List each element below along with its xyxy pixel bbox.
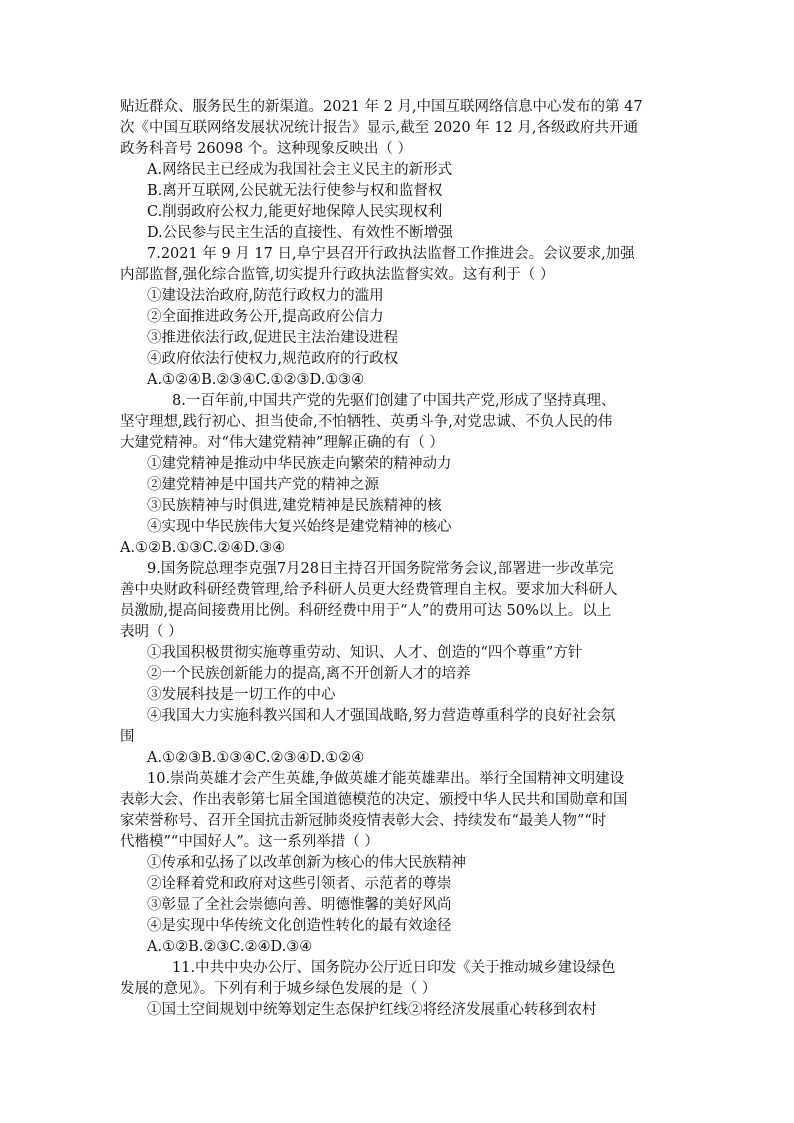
- statement-3: ③民族精神与时俱进,建党精神是民族精神的核: [147, 498, 442, 514]
- statement-4: ④政府依法行使权力,规范政府的行政权: [147, 351, 399, 367]
- statement-3: ③推进依法行政,促进民主法治建设进程: [147, 330, 399, 346]
- statement-2: ②全面推进政务公开,提高政府公信力: [147, 309, 384, 325]
- statement-3: ③彰显了全社会崇德向善、明德惟馨的美好风尚: [147, 897, 452, 913]
- statement-2: ②诠释着党和政府对这些引领者、示范者的尊崇: [147, 876, 452, 892]
- text-line: 贴近群众、服务民生的新渠道。2021 年 2 月,中国互联网络信息中心发布的第 47: [120, 99, 643, 115]
- text-line: 家荣誉称号、召开全国抗击新冠肺炎疫情表彰大会、持续发布“最美人物”“时: [120, 813, 607, 829]
- option-d: D.公民参与民主生活的直接性、有效性不断增强: [147, 225, 453, 241]
- statement-4: ④实现中华民族伟大复兴始终是建党精神的核心: [147, 519, 452, 535]
- question-10: 10.崇尚英雄才会产生英雄,争做英雄才能英雄辈出。举行全国精神文明建设: [147, 771, 625, 787]
- statement-4: ④是实现中华传统文化创造性转化的最有效途径: [147, 918, 452, 934]
- answer-options: A.①②B.②③C.②④D.③④: [147, 939, 313, 955]
- answer-options: A.①②B.①③C.②④D.③④: [120, 540, 286, 556]
- answer-options: A.①②③B.①③④C.②③④D.①②④: [147, 750, 365, 766]
- statement-1: ①我国积极贯彻实施尊重劳动、知识、人才、创造的“四个尊重”方针: [147, 645, 583, 661]
- text-line: 政务科音号 26098 个。这种现象反映出（ ）: [120, 141, 412, 157]
- text-line: 发展的意见》。下列有利于城乡绿色发展的是（ ）: [120, 981, 437, 997]
- answer-options: A.①②④B.②③④C.①②③D.①③④: [147, 372, 365, 388]
- text-line: 代楷模”“中国好人”。这一系列举措（ ）: [120, 834, 379, 850]
- statement-2: ②建党精神是中国共产党的精神之源: [147, 477, 379, 493]
- statement-1: ①传承和弘扬了以改革创新为核心的伟大民族精神: [147, 855, 466, 871]
- option-c: C.削弱政府公权力,能更好地保障人民实现权利: [147, 204, 443, 220]
- text-line: 围: [120, 729, 135, 745]
- question-7: 7.2021 年 9 月 17 日,阜宁县召开行政执法监督工作推进会。会议要求,加强: [147, 246, 635, 262]
- question-9: 9.国务院总理李克强7月28日主持召开国务院常务会议,部署进一步改革完: [147, 561, 614, 577]
- text-line: 善中央财政科研经费管理,给予科研人员更大经费管理自主权。要求加大科研人: [120, 582, 618, 598]
- statement-1-2: ①国土空间规划中统筹划定生态保护红线②将经济发展重心转移到农村: [147, 1002, 597, 1018]
- statement-4: ④我国大力实施科教兴国和人才强国战略,努力营造尊重科学的良好社会氛: [147, 708, 616, 724]
- text-line: 坚守理想,践行初心、担当使命,不怕牺牲、英勇斗争,对党忠诚、不负人民的伟: [120, 414, 613, 430]
- statement-3: ③发展科技是一切工作的中心: [147, 687, 336, 703]
- text-line: 员激励,提高间接费用比例。科研经费中用于“人”的费用可达 50%以上。以上: [120, 603, 612, 619]
- option-b: B.离开互联网,公民就无法行使参与权和监督权: [147, 183, 443, 199]
- statement-1: ①建设法治政府,防范行政权力的滥用: [147, 288, 384, 304]
- text-line: 表彰大会、作出表彰第七届全国道德模范的决定、颁授中华人民共和国勋章和国: [120, 792, 628, 808]
- text-line: 表明（ ）: [120, 624, 183, 640]
- question-11: 11.中共中央办公厅、国务院办公厅近日印发《关于推动城乡建设绿色: [172, 960, 616, 976]
- text-line: 次《中国互联网络发展状况统计报告》显示,截至 2020 年 12 月,各级政府共开通: [120, 120, 639, 136]
- text-line: 大建党精神。对“伟大建党精神”理解正确的有（ ）: [120, 435, 444, 451]
- statement-2: ②一个民族创新能力的提高,离不开创新人才的培养: [147, 666, 471, 682]
- option-a: A.网络民主已经成为我国社会主义民主的新形式: [147, 162, 453, 178]
- statement-1: ①建党精神是推动中华民族走向繁荣的精神动力: [147, 456, 452, 472]
- question-8: 8.一百年前,中国共产党的先驱们创建了中国共产党,形成了坚持真理、: [172, 393, 616, 409]
- text-line: 内部监督,强化综合监管,切实提升行政执法监督实效。这有利于（ ）: [120, 267, 555, 283]
